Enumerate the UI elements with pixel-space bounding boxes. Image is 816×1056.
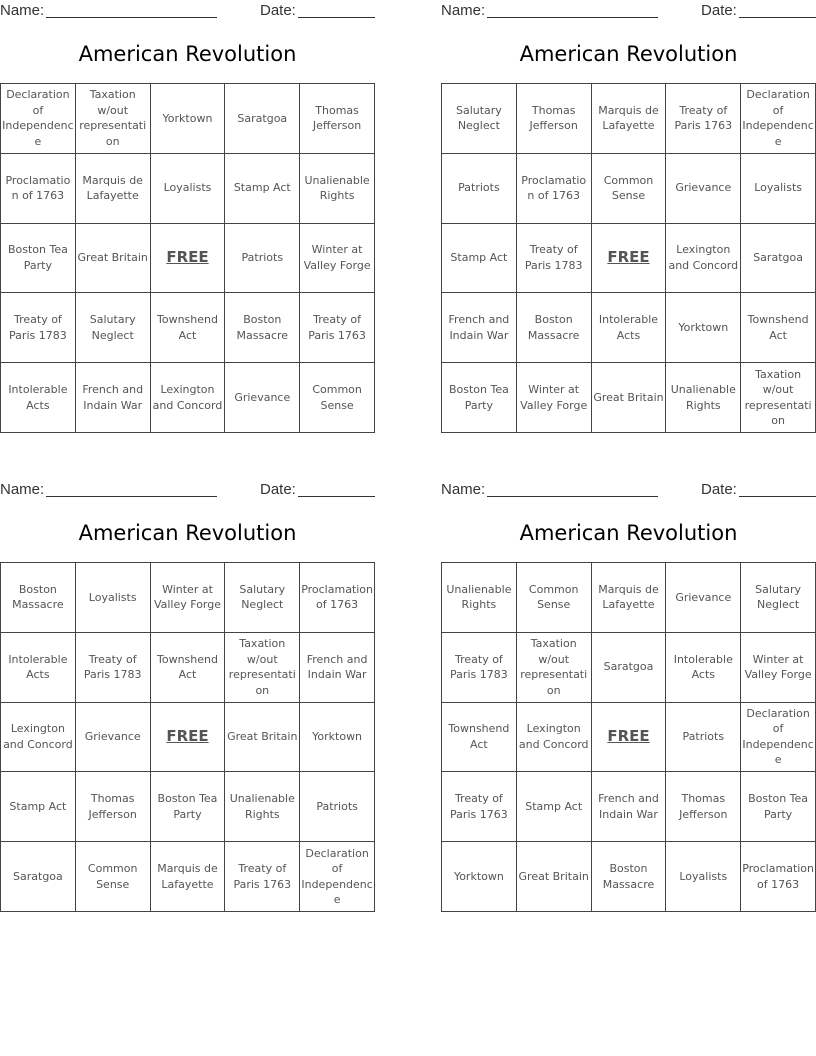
bingo-cell: Intolerable Acts (1, 363, 76, 433)
bingo-cell: Lexington and Concord (151, 363, 226, 433)
bingo-cell: French and Indain War (76, 363, 151, 433)
card-title: American Revolution (519, 521, 738, 545)
card-header (0, 0, 375, 22)
free-space-cell: FREE (592, 224, 667, 294)
bingo-cell: Townshend Act (442, 703, 517, 773)
bingo-cell: Boston Tea Party (442, 363, 517, 433)
bingo-cell: Great Britain (76, 224, 151, 294)
date-line (739, 496, 816, 497)
bingo-cell: Unalienable Rights (666, 363, 741, 433)
name-line (487, 17, 658, 18)
bingo-cell: French and Indain War (300, 633, 375, 703)
bingo-cell: Stamp Act (442, 224, 517, 294)
bingo-cell: Winter at Valley Forge (517, 363, 592, 433)
bingo-cell: Salutary Neglect (741, 563, 816, 633)
bingo-grid (441, 562, 816, 912)
bingo-cell: Intolerable Acts (1, 633, 76, 703)
bingo-cell: Lexington and Concord (1, 703, 76, 773)
bingo-cell: Common Sense (517, 563, 592, 633)
bingo-cell: Saratgoa (1, 842, 76, 912)
bingo-cell: Saratgoa (225, 84, 300, 154)
bingo-cell: Treaty of Paris 1763 (442, 772, 517, 842)
bingo-cell: Grievance (666, 154, 741, 224)
name-label: Name: (441, 481, 486, 498)
bingo-cell: Winter at Valley Forge (300, 224, 375, 294)
bingo-cell: Loyalists (151, 154, 226, 224)
bingo-cell: Townshend Act (151, 633, 226, 703)
bingo-cell: Boston Massacre (517, 293, 592, 363)
bingo-cell: Great Britain (517, 842, 592, 912)
bingo-cell: Great Britain (225, 703, 300, 773)
bingo-cell: Thomas Jefferson (517, 84, 592, 154)
bingo-cell: Thomas Jefferson (76, 772, 151, 842)
bingo-cell: Salutary Neglect (442, 84, 517, 154)
bingo-cell: Townshend Act (741, 293, 816, 363)
bingo-cell: Patriots (666, 703, 741, 773)
bingo-cell: Boston Massacre (592, 842, 667, 912)
bingo-cell: Unalienable Rights (225, 772, 300, 842)
free-space-cell: FREE (151, 703, 226, 773)
bingo-cell: Stamp Act (517, 772, 592, 842)
bingo-cell: Declaration of Independence (741, 84, 816, 154)
name-label: Name: (0, 481, 45, 498)
date-label: Date: (701, 2, 737, 19)
bingo-cell: Patriots (300, 772, 375, 842)
bingo-cell: Saratgoa (741, 224, 816, 294)
bingo-cell: Yorktown (666, 293, 741, 363)
bingo-cell: Thomas Jefferson (666, 772, 741, 842)
bingo-cell: Marquis de Lafayette (592, 84, 667, 154)
bingo-cell: Yorktown (300, 703, 375, 773)
bingo-cell: Townshend Act (151, 293, 226, 363)
bingo-cell: Patriots (225, 224, 300, 294)
bingo-cell: Grievance (225, 363, 300, 433)
bingo-cell: Grievance (666, 563, 741, 633)
bingo-cell: Saratgoa (592, 633, 667, 703)
card-header (0, 479, 375, 501)
bingo-cell: Patriots (442, 154, 517, 224)
bingo-cell: Proclamation of 1763 (517, 154, 592, 224)
date-label: Date: (260, 481, 296, 498)
bingo-cell: Yorktown (442, 842, 517, 912)
bingo-cell: Declaration of Independence (741, 703, 816, 773)
bingo-cell: Great Britain (592, 363, 667, 433)
date-line (298, 496, 375, 497)
bingo-cell: Common Sense (592, 154, 667, 224)
bingo-cell: Salutary Neglect (76, 293, 151, 363)
bingo-cell: Marquis de Lafayette (151, 842, 226, 912)
bingo-cell: Marquis de Lafayette (76, 154, 151, 224)
bingo-grid (441, 83, 816, 433)
bingo-cell: Proclamation of 1763 (741, 842, 816, 912)
bingo-cell: Boston Tea Party (1, 224, 76, 294)
card-header (441, 0, 816, 22)
bingo-cell: French and Indain War (442, 293, 517, 363)
date-label: Date: (701, 481, 737, 498)
bingo-cell: Lexington and Concord (517, 703, 592, 773)
name-line (46, 17, 217, 18)
bingo-cell: Lexington and Concord (666, 224, 741, 294)
free-space-cell: FREE (151, 224, 226, 294)
card-header (441, 479, 816, 501)
free-space-cell: FREE (592, 703, 667, 773)
bingo-cell: Thomas Jefferson (300, 84, 375, 154)
bingo-cell: Grievance (76, 703, 151, 773)
bingo-cell: Intolerable Acts (666, 633, 741, 703)
bingo-cell: Loyalists (666, 842, 741, 912)
bingo-cell: Treaty of Paris 1763 (666, 84, 741, 154)
bingo-cell: Marquis de Lafayette (592, 563, 667, 633)
bingo-grid (0, 562, 375, 912)
bingo-cell: Stamp Act (1, 772, 76, 842)
date-line (739, 17, 816, 18)
bingo-cell: Taxation w/out representation (741, 363, 816, 433)
bingo-cell: Boston Massacre (225, 293, 300, 363)
bingo-cell: Common Sense (76, 842, 151, 912)
bingo-cell: Loyalists (741, 154, 816, 224)
bingo-cell: Salutary Neglect (225, 563, 300, 633)
bingo-cell: Unalienable Rights (442, 563, 517, 633)
bingo-cell: Intolerable Acts (592, 293, 667, 363)
bingo-cell: Treaty of Paris 1783 (517, 224, 592, 294)
bingo-cell: Declaration of Independence (300, 842, 375, 912)
bingo-cell: Treaty of Paris 1763 (225, 842, 300, 912)
bingo-cell: Treaty of Paris 1783 (1, 293, 76, 363)
bingo-cell: Stamp Act (225, 154, 300, 224)
bingo-grid (0, 83, 375, 433)
date-label: Date: (260, 2, 296, 19)
bingo-cell: Boston Massacre (1, 563, 76, 633)
name-label: Name: (0, 2, 45, 19)
bingo-cell: Treaty of Paris 1783 (76, 633, 151, 703)
bingo-cell: Taxation w/out representation (76, 84, 151, 154)
card-title: American Revolution (78, 42, 297, 66)
bingo-cell: Taxation w/out representation (225, 633, 300, 703)
card-title: American Revolution (78, 521, 297, 545)
bingo-cell: Taxation w/out representation (517, 633, 592, 703)
bingo-cell: Boston Tea Party (151, 772, 226, 842)
bingo-cell: Loyalists (76, 563, 151, 633)
name-line (487, 496, 658, 497)
bingo-cell: Treaty of Paris 1783 (442, 633, 517, 703)
bingo-cell: Proclamation of 1763 (1, 154, 76, 224)
bingo-cell: Winter at Valley Forge (741, 633, 816, 703)
name-label: Name: (441, 2, 486, 19)
bingo-cell: French and Indain War (592, 772, 667, 842)
card-title: American Revolution (519, 42, 738, 66)
bingo-cell: Proclamation of 1763 (300, 563, 375, 633)
date-line (298, 17, 375, 18)
bingo-cell: Treaty of Paris 1763 (300, 293, 375, 363)
bingo-cell: Unalienable Rights (300, 154, 375, 224)
name-line (46, 496, 217, 497)
bingo-cell: Boston Tea Party (741, 772, 816, 842)
bingo-cell: Common Sense (300, 363, 375, 433)
bingo-cell: Winter at Valley Forge (151, 563, 226, 633)
bingo-cell: Yorktown (151, 84, 226, 154)
bingo-cell: Declaration of Independence (1, 84, 76, 154)
